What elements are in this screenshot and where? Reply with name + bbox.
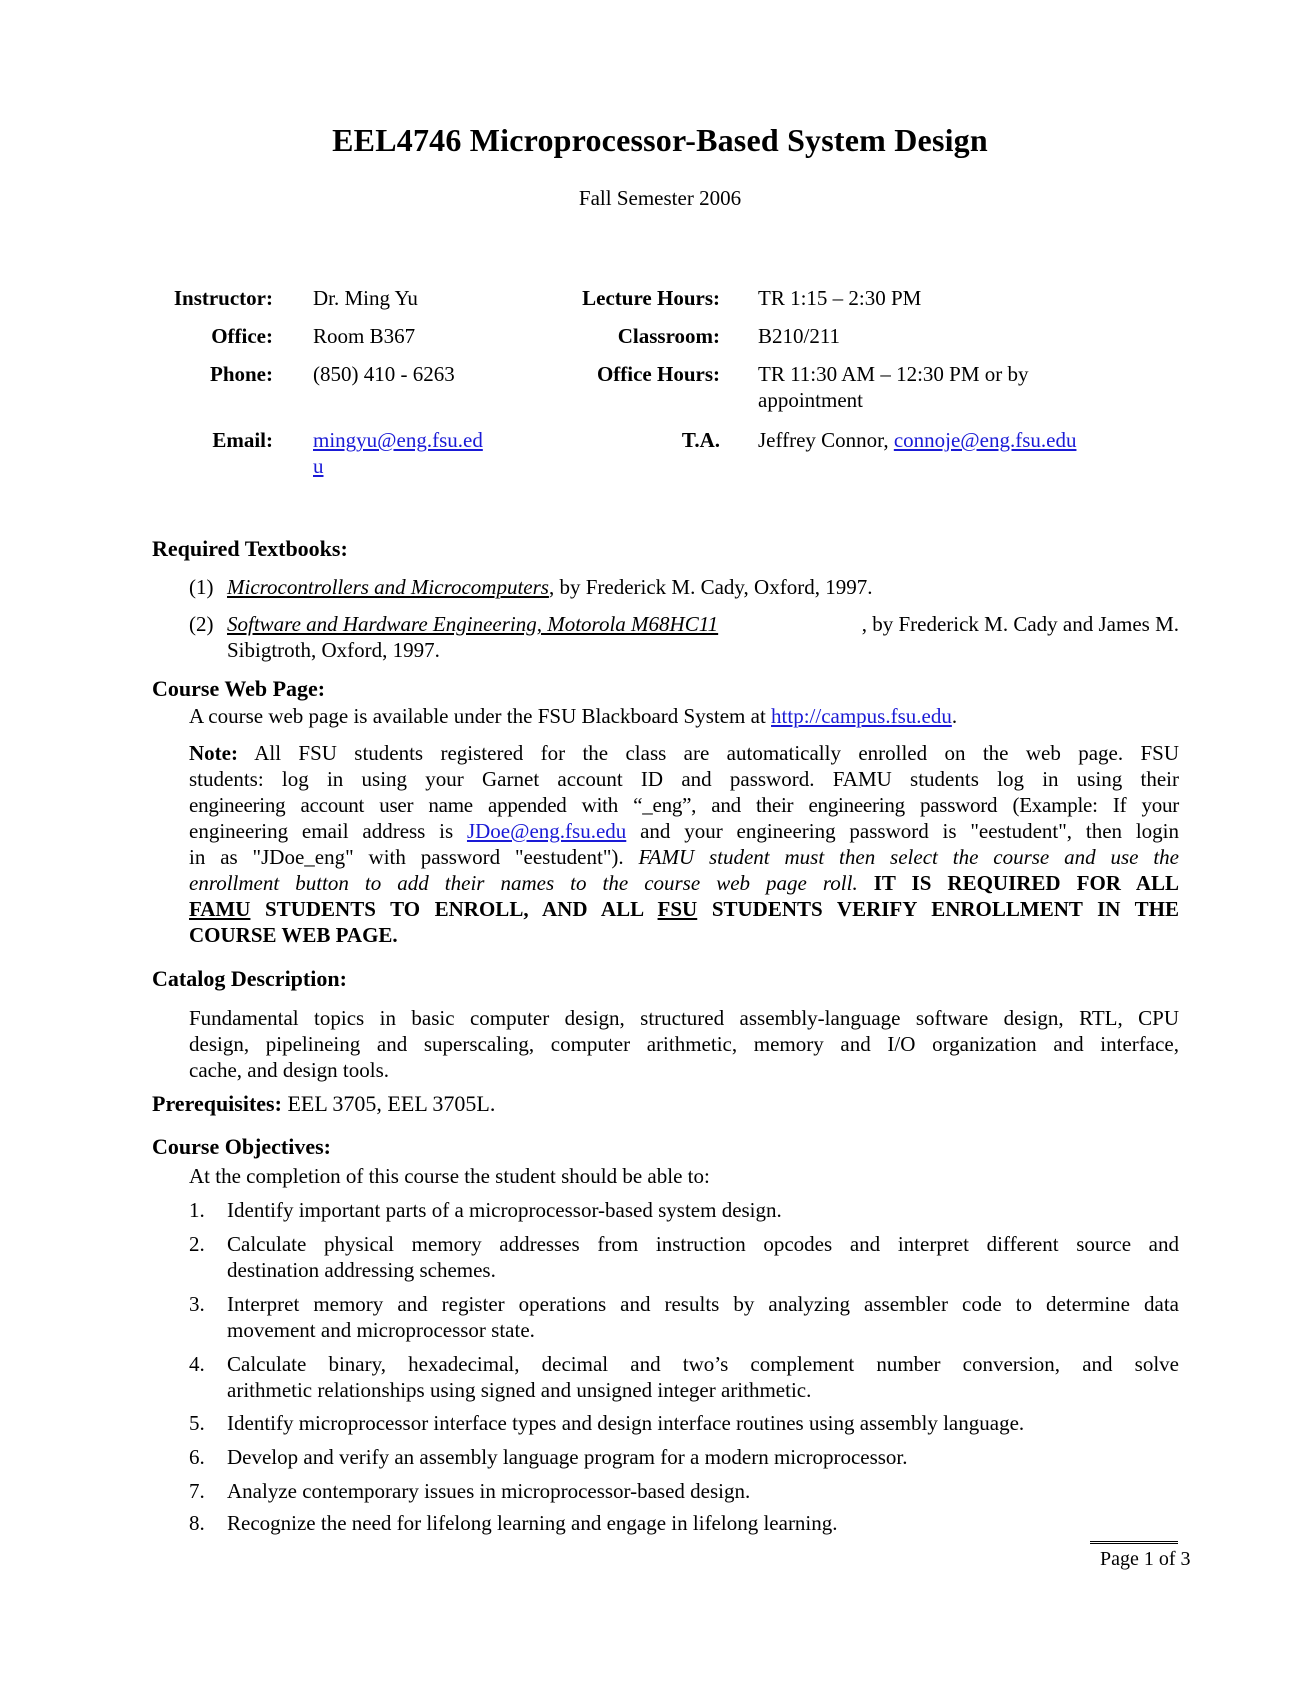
prerequisites-value: EEL 3705, EEL 3705L. bbox=[281, 1091, 496, 1116]
objective-number: 2. bbox=[189, 1232, 205, 1256]
jdoe-email-link[interactable]: JDoe@eng.fsu.edu bbox=[466, 819, 627, 843]
objective-text: Calculate physical memory addresses from instruction opcodes and interpret different source and bbox=[227, 1232, 1179, 1256]
textbook-2-title: Software and Hardware Engineering, Motorola M68HC11 bbox=[227, 612, 719, 636]
catalog-heading: Catalog Description: bbox=[152, 966, 347, 991]
lecture-hours-label: Lecture Hours: bbox=[582, 286, 720, 310]
campus-link[interactable]: http://campus.fsu.edu bbox=[771, 704, 952, 728]
web-page-note bbox=[189, 740, 1179, 948]
objective-number: 5. bbox=[189, 1411, 205, 1435]
famu-word: FAMU bbox=[189, 897, 251, 921]
instructor-value: Dr. Ming Yu bbox=[313, 286, 418, 310]
web-page-intro-text: A course web page is available under the FSU Blackboard System at bbox=[189, 704, 772, 728]
semester-subtitle: Fall Semester 2006 bbox=[578, 186, 742, 210]
page-number: Page 1 of 3 bbox=[1100, 1548, 1191, 1570]
note-line-7-end: STUDENTS VERIFY ENROLLMENT IN THE bbox=[697, 897, 1180, 921]
ta-email-link[interactable]: connoje@eng.fsu.edu bbox=[893, 428, 1077, 452]
lecture-hours-value: TR 1:15 – 2:30 PM bbox=[758, 286, 922, 310]
objectives-heading: Course Objectives: bbox=[152, 1134, 332, 1159]
objective-text: Identify microprocessor interface types and design interface routines using assembly language. bbox=[227, 1411, 1025, 1435]
objective-text-cont: destination addressing schemes. bbox=[227, 1258, 496, 1282]
instructor-email bbox=[313, 427, 483, 479]
email-label: Email: bbox=[212, 428, 273, 452]
note-line-2: students: log in using your Garnet account ID and password. FAMU students log in using their bbox=[189, 767, 1179, 791]
fsu-word: FSU bbox=[657, 897, 698, 921]
page-title: EEL4746 Microprocessor-Based System Design bbox=[332, 122, 988, 158]
office-hours-value bbox=[758, 361, 1029, 413]
ta-value bbox=[758, 427, 1076, 453]
objective-number: 4. bbox=[189, 1352, 205, 1376]
objective-text: Recognize the need for lifelong learning and engage in lifelong learning. bbox=[227, 1511, 838, 1535]
note-line-8: COURSE WEB PAGE. bbox=[189, 923, 398, 947]
objective-text: Interpret memory and register operations and results by analyzing assembler code to determine data bbox=[227, 1292, 1179, 1316]
note-line-5: in as "JDoe_eng" with password "eestudent"). bbox=[189, 845, 639, 869]
catalog-description bbox=[189, 1005, 1179, 1083]
objective-text: Calculate binary, hexadecimal, decimal and two’s complement number conversion, and solve bbox=[227, 1352, 1179, 1376]
catalog-line-1: Fundamental topics in basic computer design, structured assembly-language software design, RTL, CPU bbox=[189, 1006, 1179, 1030]
note-label: Note: bbox=[189, 741, 238, 765]
office-hours-label: Office Hours: bbox=[596, 362, 720, 386]
textbook-2-number: (2) bbox=[189, 612, 214, 636]
office-hours-line-2: appointment bbox=[758, 388, 863, 412]
objective-number: 1. bbox=[189, 1198, 205, 1222]
catalog-line-2: design, pipelineing and superscaling, computer arithmetic, memory and I/O organization and interface, bbox=[189, 1032, 1179, 1056]
phone-value: (850) 410 - 6263 bbox=[313, 362, 455, 386]
objective-text: Analyze contemporary issues in microprocessor-based design. bbox=[227, 1479, 751, 1503]
objectives-intro: At the completion of this course the student should be able to: bbox=[189, 1164, 710, 1188]
email-line-2: u bbox=[313, 454, 324, 478]
objective-number: 3. bbox=[189, 1292, 205, 1316]
note-line-4-b: and your engineering password is "eestudent", then login bbox=[626, 819, 1179, 843]
textbook-1-number: (1) bbox=[189, 575, 214, 599]
ta-name: Jeffrey Connor, bbox=[758, 428, 894, 452]
objective-number: 8. bbox=[189, 1511, 205, 1535]
objective-text-cont: arithmetic relationships using signed and unsigned integer arithmetic. bbox=[227, 1378, 812, 1402]
footer-divider bbox=[1090, 1541, 1178, 1547]
objective-text: Identify important parts of a microprocessor-based system design. bbox=[227, 1198, 782, 1222]
note-line-5-italic: FAMU student must then select the course and use the bbox=[638, 845, 1179, 869]
office-value: Room B367 bbox=[313, 324, 416, 348]
web-page-intro-end: . bbox=[951, 704, 958, 728]
phone-label: Phone: bbox=[210, 362, 273, 386]
note-line-7-mid: STUDENTS TO ENROLL, AND ALL bbox=[250, 897, 658, 921]
prerequisites bbox=[152, 1091, 1152, 1117]
ta-label: T.A. bbox=[681, 428, 720, 452]
email-line-1: mingyu@eng.fsu.ed bbox=[313, 428, 483, 452]
objective-number: 7. bbox=[189, 1479, 205, 1503]
classroom-label: Classroom: bbox=[617, 324, 720, 348]
web-page-heading: Course Web Page: bbox=[152, 676, 326, 701]
classroom-value: B210/211 bbox=[758, 324, 841, 348]
instructor-email-link[interactable] bbox=[313, 428, 483, 478]
textbooks-heading: Required Textbooks: bbox=[152, 536, 348, 561]
objective-text: Develop and verify an assembly language program for a modern microprocessor. bbox=[227, 1445, 908, 1469]
note-line-6-bold: IT IS REQUIRED FOR ALL bbox=[857, 871, 1179, 895]
note-line-6-italic: enrollment button to add their names to the course web page roll. bbox=[189, 871, 858, 895]
office-label: Office: bbox=[211, 324, 273, 348]
prerequisites-label: Prerequisites: bbox=[152, 1091, 282, 1116]
objective-text-cont: movement and microprocessor state. bbox=[227, 1318, 535, 1342]
catalog-line-3: cache, and design tools. bbox=[189, 1058, 390, 1082]
textbook-2-details: , by Frederick M. Cady and James M. bbox=[861, 612, 1179, 636]
instructor-label: Instructor: bbox=[173, 286, 273, 310]
note-line-3: engineering account user name appended with “_eng”, and their engineering password (Example: If your bbox=[189, 793, 1179, 817]
web-page-intro bbox=[189, 703, 1179, 729]
textbook-1-title: Microcontrollers and Microcomputers bbox=[227, 575, 549, 599]
textbook-2-details-cont: Sibigtroth, Oxford, 1997. bbox=[227, 638, 440, 662]
textbook-1-details: , by Frederick M. Cady, Oxford, 1997. bbox=[548, 575, 873, 599]
objective-number: 6. bbox=[189, 1445, 205, 1469]
office-hours-line-1: TR 11:30 AM – 12:30 PM or by bbox=[758, 362, 1029, 386]
note-line-4-a: engineering email address is bbox=[189, 819, 467, 843]
note-line-1: All FSU students registered for the class are automatically enrolled on the web page. FSU bbox=[237, 741, 1179, 765]
